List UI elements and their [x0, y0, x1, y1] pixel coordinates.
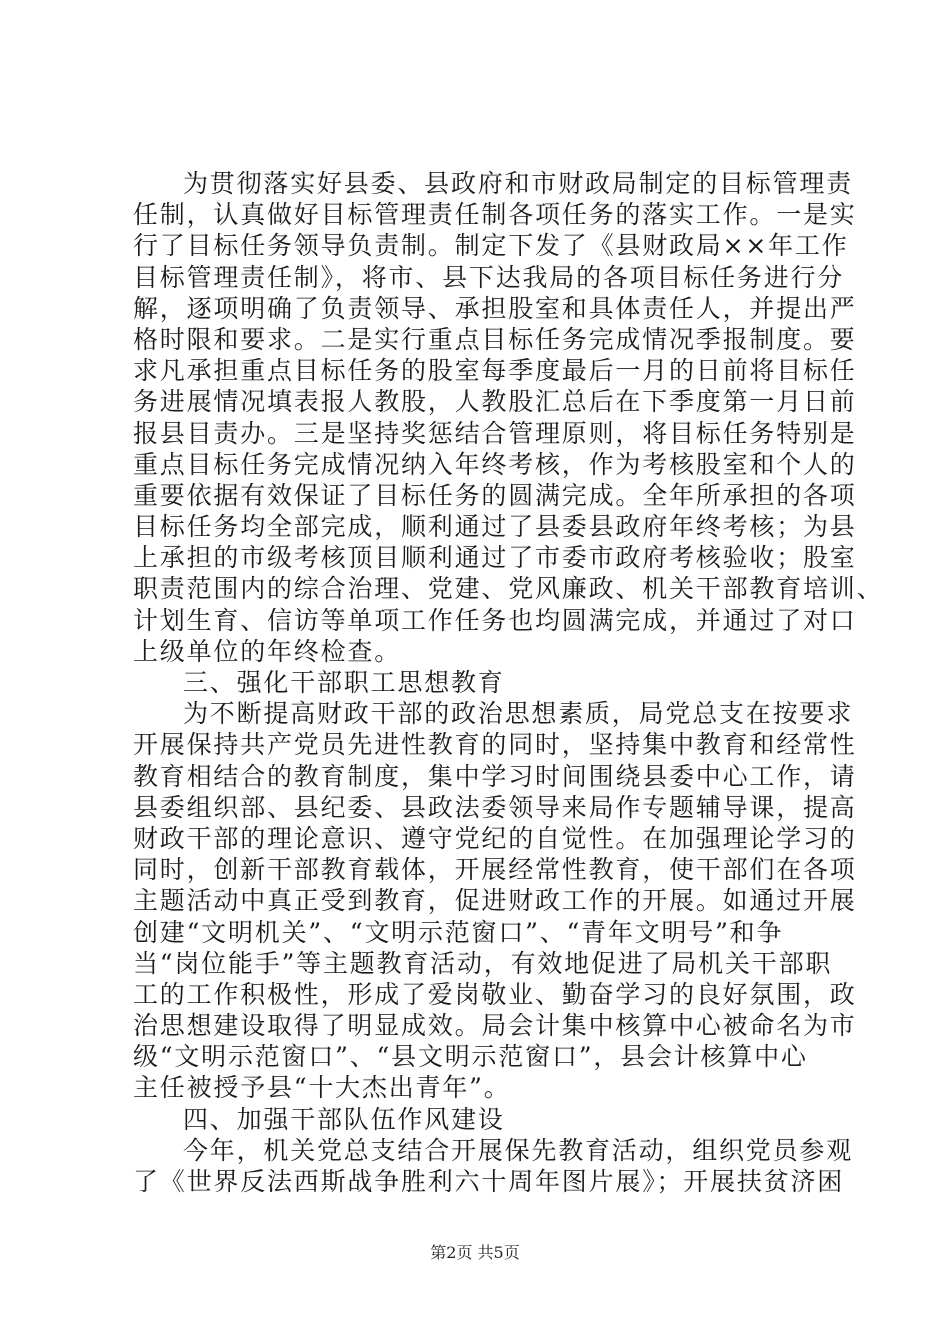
- text-line: 主任被授予县“十大杰出青年”。: [133, 1073, 511, 1103]
- text-line: 上级单位的年终检查。: [133, 636, 402, 666]
- text-line: 职责范围内的综合治理、党建、党风廉政、机关干部教育培训、: [133, 574, 884, 604]
- text-line: 求凡承担重点目标任务的股室每季度最后一月的日前将目标任: [133, 356, 857, 386]
- text-line: 主题活动中真正受到教育，促进财政工作的开展。如通过开展: [133, 886, 857, 916]
- text-line: 工的工作积极性，形成了爱岗敬业、勤奋学习的良好氛围，政: [133, 979, 857, 1009]
- text-line: 格时限和要求。二是实行重点目标任务完成情况季报制度。要: [133, 324, 857, 354]
- text-line: 计划生育、信访等单项工作任务也均圆满完成，并通过了对口: [133, 605, 857, 635]
- text-line: 目标任务均全部完成，顺利通过了县委县政府年终考核；为县: [133, 512, 857, 542]
- text-line: 为贯彻落实好县委、县政府和市财政局制定的目标管理责: [183, 169, 854, 198]
- text-line: 了《世界反法西斯战争胜利六十周年图片展》；开展扶贫济困: [133, 1167, 845, 1196]
- text-line: 县委组织部、县纪委、县政法委领导来局作专题辅导课，提高: [133, 792, 857, 822]
- text-line: 同时，创新干部教育载体，开展经常性教育，使干部们在各项: [133, 855, 857, 885]
- text-line: 目标管理责任制》，将市、县下达我局的各项目标任务进行分: [133, 262, 845, 292]
- document-body: [133, 168, 884, 1197]
- text-line: 务进展情况填表报人教股，人教股汇总后在下季度第一月日前: [133, 387, 857, 417]
- text-line: 重点目标任务完成情况纳入年终考核，作为考核股室和个人的: [133, 449, 857, 479]
- text-line: 为不断提高财政干部的政治思想素质，局党总支在按要求: [183, 699, 854, 729]
- text-line: 任制，认真做好目标管理责任制各项任务的落实工作。一是实: [133, 200, 857, 230]
- text-line: 报县目责办。三是坚持奖惩结合管理原则，将目标任务特别是: [133, 418, 857, 448]
- text-line: 开展保持共产党员先进性教育的同时，坚持集中教育和经常性: [133, 730, 857, 760]
- text-line: 重要依据有效保证了目标任务的圆满完成。全年所承担的各项: [133, 480, 857, 510]
- text-line: 上承担的市级考核顶目顺利通过了市委市政府考核验收；股室: [133, 543, 857, 573]
- text-line: 当“岗位能手”等主题教育活动，有效地促进了局机关干部职: [133, 948, 833, 978]
- text-line: 级“文明示范窗口”、“县文明示范窗口”，县会计核算中心: [133, 1042, 808, 1072]
- page-number-footer: 第2页 共5页: [430, 1243, 520, 1262]
- section-heading: 四、加强干部队伍作风建设: [183, 1104, 505, 1134]
- text-line: 治思想建设取得了明显成效。局会计集中核算中心被命名为市: [133, 1011, 857, 1041]
- text-line: 解，逐项明确了负责领导、承担股室和具体责任人，并提出严: [133, 293, 857, 323]
- text-line: 今年，机关党总支结合开展保先教育活动，组织党员参观: [183, 1135, 854, 1165]
- text-line: 教育相结合的教育制度，集中学习时间围绕县委中心工作，请: [133, 761, 857, 791]
- text-line: 行了目标任务领导负责制。制定下发了《县财政局××年工作: [133, 231, 849, 261]
- section-heading: 三、强化干部职工思想教育: [183, 668, 505, 697]
- text-line: 财政干部的理论意识、遵守党纪的自觉性。在加强理论学习的: [133, 823, 857, 853]
- text-line: 创建“文明机关”、“文明示范窗口”、“青年文明号”和争: [133, 917, 784, 947]
